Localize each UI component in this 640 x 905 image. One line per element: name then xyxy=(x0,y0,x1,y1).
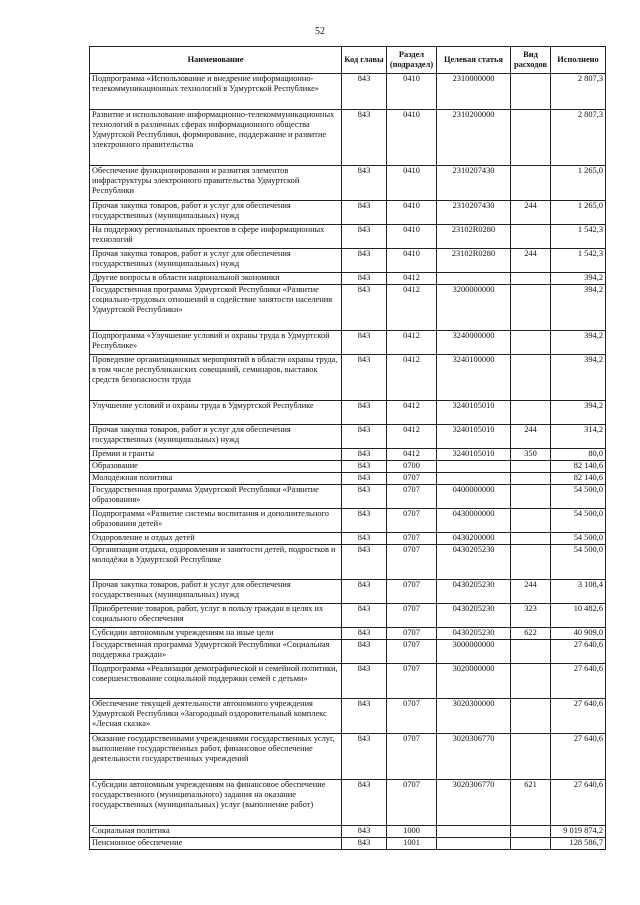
table-row xyxy=(90,533,606,545)
cell-target: 3020306770 xyxy=(437,780,511,826)
cell-code: 843 xyxy=(342,473,387,485)
cell-type xyxy=(511,545,551,580)
cell-section: 0410 xyxy=(387,74,437,110)
cell-type xyxy=(511,509,551,533)
cell-section: 0707 xyxy=(387,734,437,780)
table-row xyxy=(90,110,606,166)
cell-amount: 27 640,6 xyxy=(551,734,606,780)
cell-name: Развитие и использование информационно-телекоммуникационных технологий в различных сферах информационного общества Удмуртской Республики, формирование, поддержание и развитие электронного правительства xyxy=(90,110,342,166)
cell-target xyxy=(437,838,511,850)
cell-section: 0707 xyxy=(387,640,437,664)
cell-type xyxy=(511,461,551,473)
cell-name: Другие вопросы в области национальной экономики xyxy=(90,273,342,285)
cell-type xyxy=(511,355,551,401)
cell-section: 0412 xyxy=(387,273,437,285)
cell-type xyxy=(511,273,551,285)
cell-type xyxy=(511,74,551,110)
cell-code: 843 xyxy=(342,74,387,110)
cell-type xyxy=(511,734,551,780)
cell-amount: 10 482,6 xyxy=(551,604,606,628)
table-row xyxy=(90,473,606,485)
cell-code: 843 xyxy=(342,780,387,826)
cell-amount: 27 640,6 xyxy=(551,664,606,699)
cell-section: 0707 xyxy=(387,533,437,545)
cell-name: Прочая закупка товаров, работ и услуг для обеспечения государственных (муниципальных) нужд xyxy=(90,249,342,273)
cell-code: 843 xyxy=(342,826,387,838)
cell-amount: 54 500,0 xyxy=(551,533,606,545)
page-number: 52 xyxy=(315,26,325,37)
cell-type xyxy=(511,401,551,425)
cell-section: 0412 xyxy=(387,449,437,461)
cell-name: Оздоровление и отдых детей xyxy=(90,533,342,545)
cell-code: 843 xyxy=(342,273,387,285)
cell-amount: 1 265,0 xyxy=(551,201,606,225)
cell-target: 3240000000 xyxy=(437,331,511,355)
cell-section: 0707 xyxy=(387,628,437,640)
cell-name: Прочая закупка товаров, работ и услуг для обеспечения государственных (муниципальных) нужд xyxy=(90,580,342,604)
cell-name: Государственная программа Удмуртской Республики «Социальная поддержка граждан» xyxy=(90,640,342,664)
cell-type xyxy=(511,640,551,664)
cell-target: 0430205230 xyxy=(437,580,511,604)
table-row xyxy=(90,285,606,331)
table-row xyxy=(90,485,606,509)
header-executed: Исполнено xyxy=(551,47,606,74)
cell-section: 0410 xyxy=(387,249,437,273)
cell-target: 3240105010 xyxy=(437,449,511,461)
table-row xyxy=(90,545,606,580)
cell-amount: 82 140,6 xyxy=(551,461,606,473)
table-row xyxy=(90,604,606,628)
cell-target xyxy=(437,461,511,473)
cell-target: 0400000000 xyxy=(437,485,511,509)
table-row xyxy=(90,509,606,533)
cell-amount: 80,0 xyxy=(551,449,606,461)
cell-name: Оказание государственными учреждениями государственных услуг, выполнение государственных работ, финансовое обеспечение деятельности государственных учреждений xyxy=(90,734,342,780)
cell-amount: 394,2 xyxy=(551,401,606,425)
cell-type: 244 xyxy=(511,201,551,225)
cell-type: 244 xyxy=(511,580,551,604)
cell-code: 843 xyxy=(342,449,387,461)
expenditure-table xyxy=(89,46,606,850)
cell-target: 2310207430 xyxy=(437,166,511,201)
table-row xyxy=(90,449,606,461)
cell-target: 0430000000 xyxy=(437,509,511,533)
header-section: Раздел (подраздел) xyxy=(387,47,437,74)
cell-amount: 27 640,6 xyxy=(551,640,606,664)
cell-code: 843 xyxy=(342,355,387,401)
cell-target: 2310000000 xyxy=(437,74,511,110)
cell-name: Обеспечение функционирования и развития элементов инфраструктуры электронного правительства Удмуртской Республики xyxy=(90,166,342,201)
cell-section: 0707 xyxy=(387,604,437,628)
table-row xyxy=(90,699,606,734)
cell-target xyxy=(437,826,511,838)
table-row xyxy=(90,201,606,225)
cell-section: 1001 xyxy=(387,838,437,850)
cell-amount: 2 807,3 xyxy=(551,110,606,166)
cell-amount: 1 542,3 xyxy=(551,249,606,273)
cell-name: Пенсионное обеспечение xyxy=(90,838,342,850)
cell-code: 843 xyxy=(342,425,387,449)
table-row xyxy=(90,166,606,201)
cell-target: 3020000000 xyxy=(437,664,511,699)
cell-code: 843 xyxy=(342,485,387,509)
cell-amount: 54 500,0 xyxy=(551,509,606,533)
header-target: Целевая статья xyxy=(437,47,511,74)
cell-amount: 27 640,6 xyxy=(551,699,606,734)
cell-section: 0707 xyxy=(387,580,437,604)
cell-code: 843 xyxy=(342,699,387,734)
cell-type xyxy=(511,285,551,331)
cell-section: 0707 xyxy=(387,699,437,734)
cell-name: На поддержку региональных проектов в сфере информационных технологий xyxy=(90,225,342,249)
cell-name: Подпрограмма «Использование и внедрение информационно-телекоммуникационных технологий в Удмуртской Республике» xyxy=(90,74,342,110)
cell-type: 621 xyxy=(511,780,551,826)
cell-target: 2310207430 xyxy=(437,201,511,225)
cell-type xyxy=(511,166,551,201)
cell-target: 3020300000 xyxy=(437,699,511,734)
cell-target xyxy=(437,473,511,485)
cell-type xyxy=(511,485,551,509)
cell-amount: 394,2 xyxy=(551,273,606,285)
cell-section: 0707 xyxy=(387,473,437,485)
cell-target: 3240105010 xyxy=(437,401,511,425)
table-row xyxy=(90,74,606,110)
cell-amount: 54 500,0 xyxy=(551,545,606,580)
cell-target: 0430205230 xyxy=(437,604,511,628)
cell-amount: 128 586,7 xyxy=(551,838,606,850)
cell-target: 0430205230 xyxy=(437,628,511,640)
table-row xyxy=(90,734,606,780)
cell-code: 843 xyxy=(342,225,387,249)
table-row xyxy=(90,580,606,604)
cell-section: 0707 xyxy=(387,545,437,580)
cell-name: Проведение организационных мероприятий в области охраны труда, в том числе республиканских совещаний, семинаров, выставок средств безопасности труда xyxy=(90,355,342,401)
cell-section: 0700 xyxy=(387,461,437,473)
cell-type: 622 xyxy=(511,628,551,640)
table-row xyxy=(90,249,606,273)
cell-name: Обеспечение текущей деятельности автономного учреждения Удмуртской Республики «Загородный оздоровительный комплекс «Лесная сказка» xyxy=(90,699,342,734)
cell-target: 0430205230 xyxy=(437,545,511,580)
cell-name: Прочая закупка товаров, работ и услуг для обеспечения государственных (муниципальных) нужд xyxy=(90,201,342,225)
table-row xyxy=(90,425,606,449)
cell-section: 0707 xyxy=(387,664,437,699)
cell-code: 843 xyxy=(342,734,387,780)
cell-name: Прочая закупка товаров, работ и услуг для обеспечения государственных (муниципальных) нужд xyxy=(90,425,342,449)
cell-code: 843 xyxy=(342,604,387,628)
table-row xyxy=(90,461,606,473)
cell-code: 843 xyxy=(342,628,387,640)
cell-type xyxy=(511,331,551,355)
cell-target: 23102R0280 xyxy=(437,225,511,249)
cell-type xyxy=(511,473,551,485)
header-name: Наименование xyxy=(90,47,342,74)
cell-code: 843 xyxy=(342,331,387,355)
cell-target: 3020306770 xyxy=(437,734,511,780)
cell-section: 0412 xyxy=(387,331,437,355)
cell-code: 843 xyxy=(342,166,387,201)
cell-target: 3200000000 xyxy=(437,285,511,331)
cell-type xyxy=(511,826,551,838)
cell-target: 23102R0280 xyxy=(437,249,511,273)
cell-section: 0410 xyxy=(387,110,437,166)
cell-amount: 314,2 xyxy=(551,425,606,449)
cell-type xyxy=(511,110,551,166)
cell-type: 244 xyxy=(511,249,551,273)
cell-section: 1000 xyxy=(387,826,437,838)
cell-code: 843 xyxy=(342,249,387,273)
cell-target: 3240105010 xyxy=(437,425,511,449)
cell-amount: 82 140,6 xyxy=(551,473,606,485)
cell-target: 3000000000 xyxy=(437,640,511,664)
cell-amount: 27 640,6 xyxy=(551,780,606,826)
table-row xyxy=(90,664,606,699)
cell-name: Государственная программа Удмуртской Республики «Развитие образования» xyxy=(90,485,342,509)
cell-name: Подпрограмма «Реализация демографической и семейной политики, совершенствование социальной поддержки семей с детьми» xyxy=(90,664,342,699)
cell-type xyxy=(511,225,551,249)
cell-code: 843 xyxy=(342,640,387,664)
cell-code: 843 xyxy=(342,664,387,699)
cell-section: 0410 xyxy=(387,201,437,225)
cell-section: 0410 xyxy=(387,225,437,249)
cell-type xyxy=(511,838,551,850)
table-row xyxy=(90,225,606,249)
cell-target xyxy=(437,273,511,285)
cell-name: Приобретение товаров, работ, услуг в пользу граждан в целях их социального обеспечения xyxy=(90,604,342,628)
cell-code: 843 xyxy=(342,110,387,166)
cell-code: 843 xyxy=(342,285,387,331)
cell-code: 843 xyxy=(342,533,387,545)
table-row xyxy=(90,331,606,355)
cell-name: Государственная программа Удмуртской Республики «Развитие социально-трудовых отношений и содействие занятости населения Удмуртской Республики» xyxy=(90,285,342,331)
cell-name: Подпрограмма «Улучшение условий и охраны труда в Удмуртской Республике» xyxy=(90,331,342,355)
cell-amount: 40 909,0 xyxy=(551,628,606,640)
cell-code: 843 xyxy=(342,545,387,580)
cell-type: 244 xyxy=(511,425,551,449)
cell-amount: 2 807,3 xyxy=(551,74,606,110)
cell-amount: 3 108,4 xyxy=(551,580,606,604)
cell-name: Образование xyxy=(90,461,342,473)
cell-section: 0412 xyxy=(387,355,437,401)
cell-name: Молодёжная политика xyxy=(90,473,342,485)
cell-type: 350 xyxy=(511,449,551,461)
table-row xyxy=(90,355,606,401)
cell-name: Субсидии автономным учреждениям на финансовое обеспечение государственного (муниципального) задания на оказание государственных (муниципальных) услуг (выполнение работ) xyxy=(90,780,342,826)
cell-target: 2310200000 xyxy=(437,110,511,166)
cell-amount: 394,2 xyxy=(551,331,606,355)
cell-code: 843 xyxy=(342,201,387,225)
cell-section: 0412 xyxy=(387,425,437,449)
table-header xyxy=(90,47,606,74)
cell-type xyxy=(511,699,551,734)
table-row xyxy=(90,826,606,838)
cell-section: 0412 xyxy=(387,285,437,331)
table-row xyxy=(90,640,606,664)
cell-code: 843 xyxy=(342,401,387,425)
cell-amount: 394,2 xyxy=(551,285,606,331)
cell-section: 0412 xyxy=(387,401,437,425)
cell-section: 0707 xyxy=(387,485,437,509)
cell-name: Подпрограмма «Развитие системы воспитания и дополнительного образования детей» xyxy=(90,509,342,533)
cell-code: 843 xyxy=(342,461,387,473)
cell-name: Организация отдыха, оздоровления и занятости детей, подростков и молодёжи в Удмуртской Республике xyxy=(90,545,342,580)
cell-name: Премии и гранты xyxy=(90,449,342,461)
table-row xyxy=(90,780,606,826)
cell-section: 0410 xyxy=(387,166,437,201)
cell-amount: 54 500,0 xyxy=(551,485,606,509)
table-row xyxy=(90,273,606,285)
cell-target: 0430200000 xyxy=(437,533,511,545)
cell-amount: 9 019 874,2 xyxy=(551,826,606,838)
cell-section: 0707 xyxy=(387,780,437,826)
cell-amount: 394,2 xyxy=(551,355,606,401)
cell-amount: 1 542,3 xyxy=(551,225,606,249)
cell-section: 0707 xyxy=(387,509,437,533)
table-body xyxy=(90,74,606,850)
cell-name: Улучшение условий и охраны труда в Удмуртской Республике xyxy=(90,401,342,425)
cell-target: 3240100000 xyxy=(437,355,511,401)
cell-type xyxy=(511,664,551,699)
cell-type: 323 xyxy=(511,604,551,628)
header-code: Код главы xyxy=(342,47,387,74)
cell-type xyxy=(511,533,551,545)
cell-name: Социальная политика xyxy=(90,826,342,838)
cell-name: Субсидии автономным учреждениям на иные цели xyxy=(90,628,342,640)
table-row xyxy=(90,838,606,850)
cell-code: 843 xyxy=(342,509,387,533)
table-row xyxy=(90,401,606,425)
table-row xyxy=(90,628,606,640)
cell-code: 843 xyxy=(342,580,387,604)
cell-code: 843 xyxy=(342,838,387,850)
header-type: Вид расходов xyxy=(511,47,551,74)
cell-amount: 1 265,0 xyxy=(551,166,606,201)
